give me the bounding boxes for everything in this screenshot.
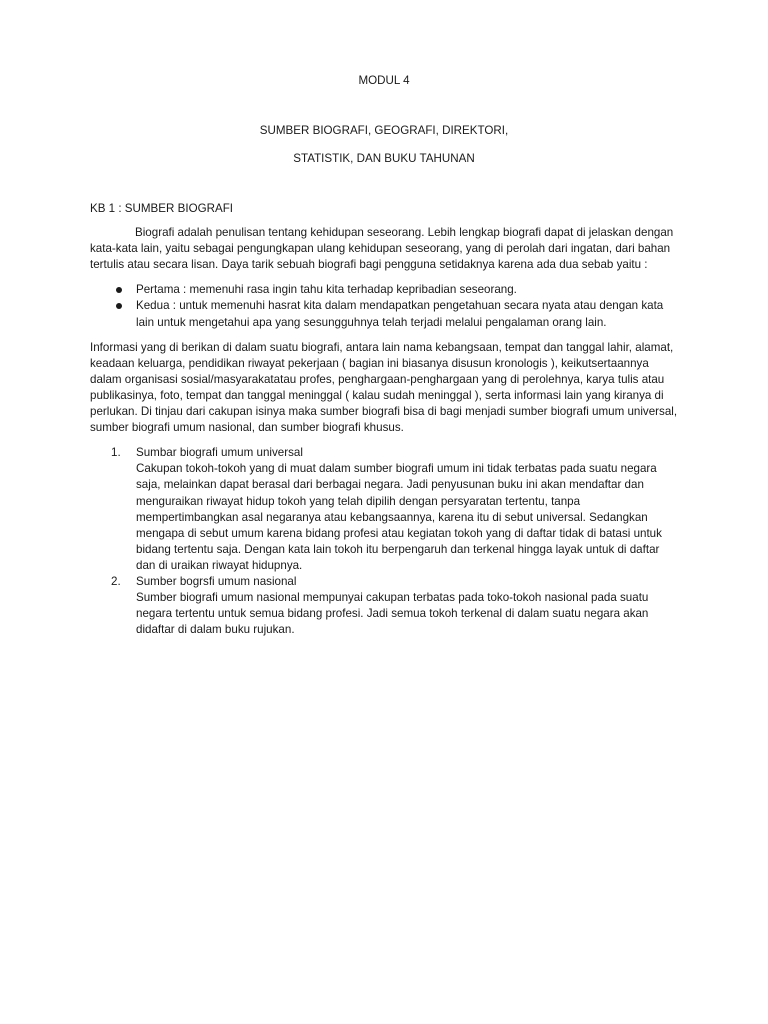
bullet-text: Pertama : memenuhi rasa ingin tahu kita terhadap kepribadian seseorang.: [136, 283, 517, 297]
numbered-item: [90, 445, 678, 574]
numbered-list: [90, 445, 678, 638]
bullet-item: [90, 282, 678, 298]
document-content: [90, 201, 678, 638]
item-title: Sumbar biografi umum universal: [136, 446, 303, 460]
item-number: 2.: [111, 574, 121, 588]
numbered-item: [90, 574, 678, 638]
item-body: Cakupan tokoh-tokoh yang di muat dalam sumber biografi umum ini tidak terbatas pada suatu negara saja, melainkan dapat berasal dari berbagai negara. Jadi penyusunan buku ini akan mendaftar dan menguraikan riwayat hidup tokoh yang telah dipilih dengan persyaratan tertentu, tanpa mempertimbangkan asal negaranya atau kebangsaannya, karena itu di sebut universal. Sedangkan mengapa di sebut umum karena bidang profesi atau kegiatan tokoh yang di daftar tidak di batasi untuk bidang tertentu saja. Dengan kata lain tokoh itu berpengaruh dan terkenal hingga layak untuk di daftar dan di uraikan riwayat hidupnya.: [136, 462, 662, 572]
main-title-line-2: STATISTIK, DAN BUKU TAHUNAN: [293, 152, 475, 165]
intro-paragraph: Biografi adalah penulisan tentang kehidupan seseorang. Lebih lengkap biografi dapat di jelaskan dengan kata-kata lain, yaitu sebagai pengungkapan ulang kehidupan seseorang, yang di perolah dari ingatan, dari bahan tertulis atau secara lisan. Daya tarik sebuah biografi bagi pengguna setidaknya karena ada dua sebab yaitu :: [90, 226, 674, 272]
bullet-icon: [116, 303, 122, 309]
info-paragraph: Informasi yang di berikan di dalam suatu biografi, antara lain nama kebangsaan, tempat dan tanggal lahir, alamat, keadaan keluarga, pendidikan riwayat pekerjaan ( bagian ini biasanya disusun kronologis ), keikutsertaannya dalam organisasi sosial/masyarakatatau profes, penghargaan-penghargaan yang di perolehnya, karya tulis atau publikasinya, foto, tempat dan tanggal meninggal ( kalau sudah meninggal ), serta informasi lain yang kiranya di perlukan. Di tinjau dari cakupan isinya maka sumber biografi bisa di bagi menjadi sumber biografi umum universal, sumber biografi umum nasional, dan sumber biografi khusus.: [90, 340, 678, 435]
bullet-text: Kedua : untuk memenuhi hasrat kita dalam mendapatkan pengetahuan secara nyata atau dengan kata lain untuk mengetahui apa yang sesungguhnya telah terjadi melalui pengalaman orang lain.: [136, 299, 664, 329]
bullet-item: [90, 298, 678, 330]
main-title-line-1: SUMBER BIOGRAFI, GEOGRAFI, DIREKTORI,: [259, 124, 509, 137]
module-title: MODUL 4: [358, 74, 410, 87]
bullet-list: [90, 282, 678, 330]
item-title: Sumber bogrsfi umum nasional: [136, 574, 297, 588]
bullet-icon: [116, 287, 122, 293]
item-number: 1.: [111, 446, 121, 460]
section-heading: KB 1 : SUMBER BIOGRAFI: [90, 202, 234, 215]
item-body: Sumber biografi umum nasional mempunyai cakupan terbatas pada toko-tokoh nasional pada suatu negara tertentu untuk semua bidang profesi. Jadi semua tokoh terkenal di dalam suatu negara akan didaftar di dalam buku rujukan.: [136, 591, 649, 637]
